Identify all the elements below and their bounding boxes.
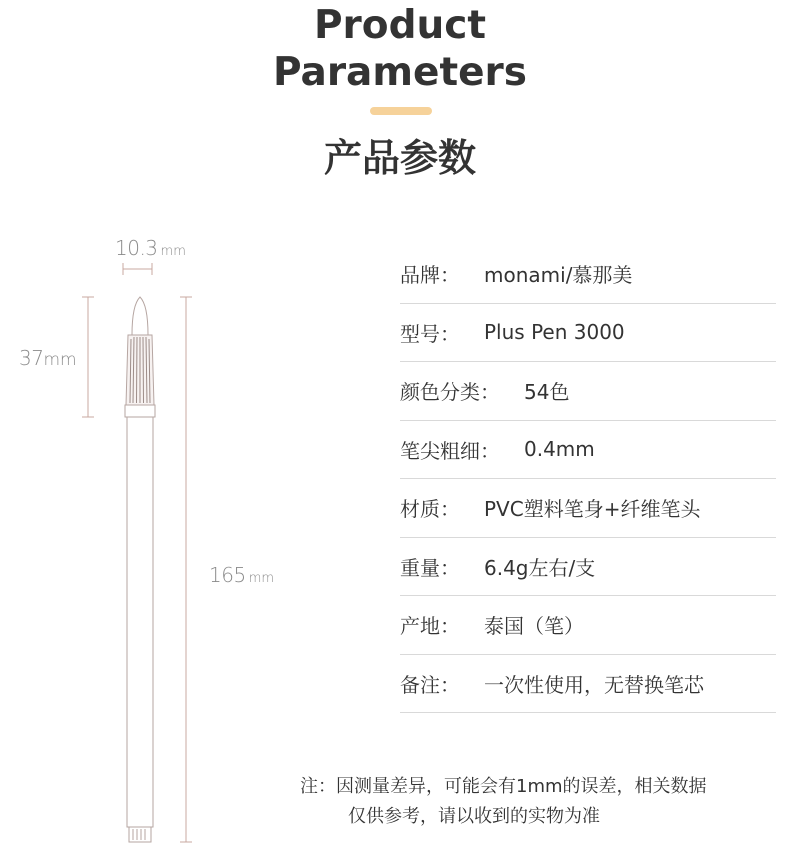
total-dimension-line: [180, 297, 192, 842]
spec-value: 6.4g左右/支: [484, 555, 596, 580]
spec-row-tip-size: [400, 421, 776, 480]
spec-value: 0.4mm: [524, 437, 595, 462]
width-dimension-label: [115, 236, 186, 260]
spec-label: 备注：: [400, 672, 460, 697]
pen-illustration: [0, 225, 300, 855]
spec-label: 品牌：: [400, 263, 460, 288]
tip-dimension-line: [82, 297, 94, 417]
measurement-note: [300, 772, 790, 832]
note-line-2: 仅供参考，请以收到的实物为准: [348, 806, 600, 827]
width-dimension-line: [123, 263, 152, 275]
spec-row-colors: [400, 362, 776, 421]
spec-value: Plus Pen 3000: [484, 320, 625, 345]
spec-row-remark: [400, 655, 776, 714]
spec-value: monami/慕那美: [484, 263, 633, 288]
spec-value: 泰国（笔）: [484, 614, 584, 639]
page-title-line2: Parameters: [272, 50, 528, 95]
spec-label: 产地：: [400, 614, 460, 639]
note-line-1: 注：因测量差异，可能会有1mm的误差，相关数据: [300, 776, 707, 797]
spec-list: [400, 245, 776, 713]
total-unit: mm: [248, 571, 275, 586]
page-title-chinese: 产品参数: [323, 136, 476, 180]
spec-label: 笔尖粗细：: [400, 438, 500, 463]
spec-row-material: [400, 479, 776, 538]
spec-label: 重量：: [400, 555, 460, 580]
spec-row-origin: [400, 596, 776, 655]
spec-label: 型号：: [400, 321, 460, 346]
spec-row-brand: [400, 245, 776, 304]
title-accent-bar: [370, 107, 432, 115]
width-value: 10.3: [115, 236, 158, 260]
total-dimension-label: [209, 563, 274, 587]
total-value: 165: [209, 563, 246, 587]
spec-value: 一次性使用，无替换笔芯: [484, 672, 704, 697]
spec-label: 材质：: [400, 497, 460, 522]
tip-dimension-label: [19, 346, 77, 370]
spec-row-weight: [400, 538, 776, 597]
width-unit: mm: [160, 244, 186, 259]
spec-value: 54色: [524, 380, 570, 405]
tip-value: 37: [19, 346, 44, 370]
tip-unit: mm: [43, 350, 77, 370]
spec-value: PVC塑料笔身+纤维笔头: [484, 497, 701, 522]
spec-label: 颜色分类：: [400, 380, 500, 405]
spec-row-model: [400, 304, 776, 363]
page-title-line1: Product: [313, 3, 487, 48]
